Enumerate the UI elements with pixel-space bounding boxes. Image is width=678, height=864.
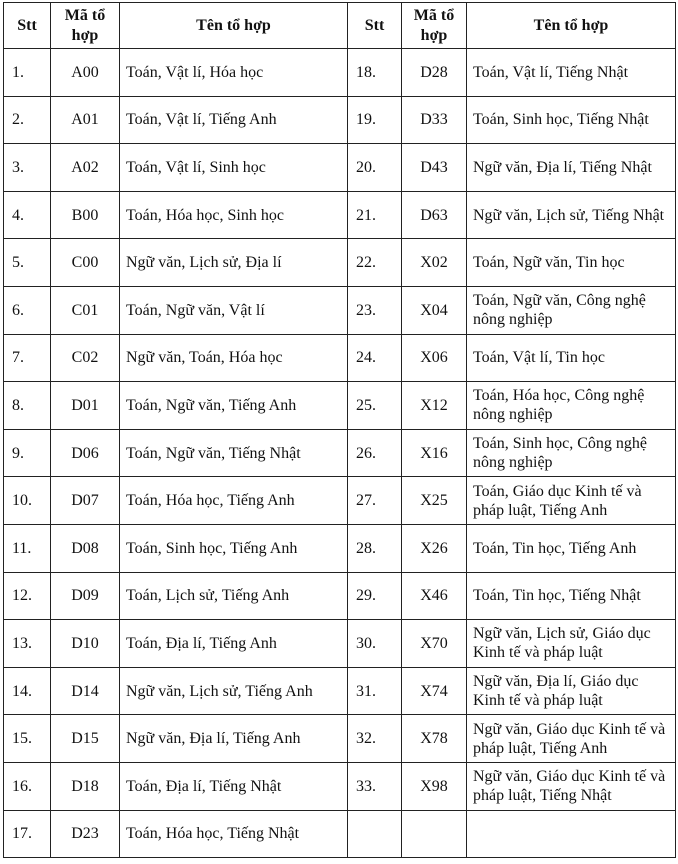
row-number: 16. (4, 762, 51, 810)
combination-name: Toán, Vật lí, Tiếng Nhật (467, 49, 676, 97)
combination-name (467, 810, 676, 858)
row-number: 20. (348, 144, 402, 192)
header-stt: Stt (4, 3, 51, 49)
row-number: 25. (348, 382, 402, 430)
combination-name: Ngữ văn, Lịch sử, Giáo dục Kinh tế và pháp luật (467, 620, 676, 668)
table-row (4, 286, 676, 334)
combination-code: D23 (51, 810, 120, 858)
table-row (4, 715, 676, 763)
combination-code: C02 (51, 334, 120, 382)
combination-name: Toán, Vật lí, Hóa học (120, 49, 348, 97)
combination-name: Toán, Hóa học, Công nghệ nông nghiệp (467, 382, 676, 430)
combination-name: Toán, Địa lí, Tiếng Nhật (120, 762, 348, 810)
combination-code: X78 (402, 715, 467, 763)
combination-name: Toán, Hóa học, Sinh học (120, 191, 348, 239)
combination-name: Toán, Tin học, Tiếng Anh (467, 524, 676, 572)
combination-name: Toán, Hóa học, Tiếng Nhật (120, 810, 348, 858)
combination-name: Ngữ văn, Toán, Hóa học (120, 334, 348, 382)
combination-name: Ngữ văn, Địa lí, Giáo dục Kinh tế và pháp luật (467, 667, 676, 715)
row-number: 21. (348, 191, 402, 239)
row-number: 33. (348, 762, 402, 810)
combination-code: D01 (51, 382, 120, 430)
combination-name: Ngữ văn, Lịch sử, Tiếng Anh (120, 667, 348, 715)
combination-code: A02 (51, 144, 120, 192)
row-number: 3. (4, 144, 51, 192)
combination-code: D33 (402, 96, 467, 144)
combination-name: Ngữ văn, Địa lí, Tiếng Anh (120, 715, 348, 763)
row-number: 1. (4, 49, 51, 97)
combination-name: Toán, Ngữ văn, Vật lí (120, 286, 348, 334)
row-number: 10. (4, 477, 51, 525)
table-row (4, 477, 676, 525)
subject-combination-table (3, 2, 676, 858)
combination-name: Toán, Ngữ văn, Tiếng Anh (120, 382, 348, 430)
combination-name: Toán, Sinh học, Tiếng Nhật (467, 96, 676, 144)
combination-code: X70 (402, 620, 467, 668)
header-code: Mã tổ hợp (51, 3, 120, 49)
table-row (4, 762, 676, 810)
table-row (4, 382, 676, 430)
combination-code: D14 (51, 667, 120, 715)
table-body (4, 49, 676, 858)
table-row (4, 239, 676, 287)
row-number: 13. (4, 620, 51, 668)
row-number: 6. (4, 286, 51, 334)
row-number: 7. (4, 334, 51, 382)
table-header-row (4, 3, 676, 49)
combination-name: Ngữ văn, Giáo dục Kinh tế và pháp luật, Tiếng Anh (467, 715, 676, 763)
row-number: 30. (348, 620, 402, 668)
combination-code: X02 (402, 239, 467, 287)
combination-code: A00 (51, 49, 120, 97)
combination-name: Toán, Giáo dục Kinh tế và pháp luật, Tiếng Anh (467, 477, 676, 525)
combination-name: Toán, Ngữ văn, Tiếng Nhật (120, 429, 348, 477)
row-number: 17. (4, 810, 51, 858)
combination-code: D09 (51, 572, 120, 620)
combination-code: D43 (402, 144, 467, 192)
header-stt: Stt (348, 3, 402, 49)
combination-name: Toán, Sinh học, Tiếng Anh (120, 524, 348, 572)
combination-code: X46 (402, 572, 467, 620)
table-row (4, 620, 676, 668)
row-number: 32. (348, 715, 402, 763)
combination-code: X16 (402, 429, 467, 477)
combination-code: X04 (402, 286, 467, 334)
row-number: 29. (348, 572, 402, 620)
row-number: 4. (4, 191, 51, 239)
combination-code: D06 (51, 429, 120, 477)
row-number: 12. (4, 572, 51, 620)
combination-name: Toán, Ngữ văn, Công nghệ nông nghiệp (467, 286, 676, 334)
table-row (4, 810, 676, 858)
table-row (4, 144, 676, 192)
combination-name: Toán, Hóa học, Tiếng Anh (120, 477, 348, 525)
header-name: Tên tổ hợp (467, 3, 676, 49)
combination-code: X25 (402, 477, 467, 525)
row-number: 23. (348, 286, 402, 334)
table-row (4, 524, 676, 572)
table-row (4, 334, 676, 382)
header-name: Tên tổ hợp (120, 3, 348, 49)
combination-name: Toán, Vật lí, Tin học (467, 334, 676, 382)
row-number: 5. (4, 239, 51, 287)
combination-code: X26 (402, 524, 467, 572)
combination-code: C00 (51, 239, 120, 287)
combination-name: Toán, Ngữ văn, Tin học (467, 239, 676, 287)
combination-name: Toán, Lịch sử, Tiếng Anh (120, 572, 348, 620)
combination-name: Ngữ văn, Giáo dục Kinh tế và pháp luật, Tiếng Nhật (467, 762, 676, 810)
row-number: 26. (348, 429, 402, 477)
table-row (4, 49, 676, 97)
row-number: 28. (348, 524, 402, 572)
row-number: 9. (4, 429, 51, 477)
combination-code: A01 (51, 96, 120, 144)
row-number: 8. (4, 382, 51, 430)
combination-name: Toán, Sinh học, Công nghệ nông nghiệp (467, 429, 676, 477)
combination-name: Ngữ văn, Lịch sử, Địa lí (120, 239, 348, 287)
header-code: Mã tổ hợp (402, 3, 467, 49)
combination-name: Toán, Vật lí, Sinh học (120, 144, 348, 192)
row-number: 15. (4, 715, 51, 763)
table-row (4, 96, 676, 144)
row-number: 24. (348, 334, 402, 382)
combination-code: D63 (402, 191, 467, 239)
combination-code: X06 (402, 334, 467, 382)
row-number: 2. (4, 96, 51, 144)
combination-code: D18 (51, 762, 120, 810)
row-number: 19. (348, 96, 402, 144)
combination-name: Ngữ văn, Địa lí, Tiếng Nhật (467, 144, 676, 192)
combination-code: X98 (402, 762, 467, 810)
row-number: 22. (348, 239, 402, 287)
combination-code: X74 (402, 667, 467, 715)
row-number: 14. (4, 667, 51, 715)
combination-code: D15 (51, 715, 120, 763)
combination-name: Toán, Địa lí, Tiếng Anh (120, 620, 348, 668)
table-row (4, 572, 676, 620)
combination-code: C01 (51, 286, 120, 334)
combination-name: Ngữ văn, Lịch sử, Tiếng Nhật (467, 191, 676, 239)
combination-code: D28 (402, 49, 467, 97)
row-number: 18. (348, 49, 402, 97)
row-number: 11. (4, 524, 51, 572)
table-row (4, 191, 676, 239)
combination-name: Toán, Tin học, Tiếng Nhật (467, 572, 676, 620)
combination-code: D07 (51, 477, 120, 525)
combination-code: X12 (402, 382, 467, 430)
combination-code (402, 810, 467, 858)
combination-code: B00 (51, 191, 120, 239)
row-number: 31. (348, 667, 402, 715)
row-number (348, 810, 402, 858)
combination-code: D10 (51, 620, 120, 668)
table-row (4, 429, 676, 477)
combination-code: D08 (51, 524, 120, 572)
combination-name: Toán, Vật lí, Tiếng Anh (120, 96, 348, 144)
row-number: 27. (348, 477, 402, 525)
table-row (4, 667, 676, 715)
